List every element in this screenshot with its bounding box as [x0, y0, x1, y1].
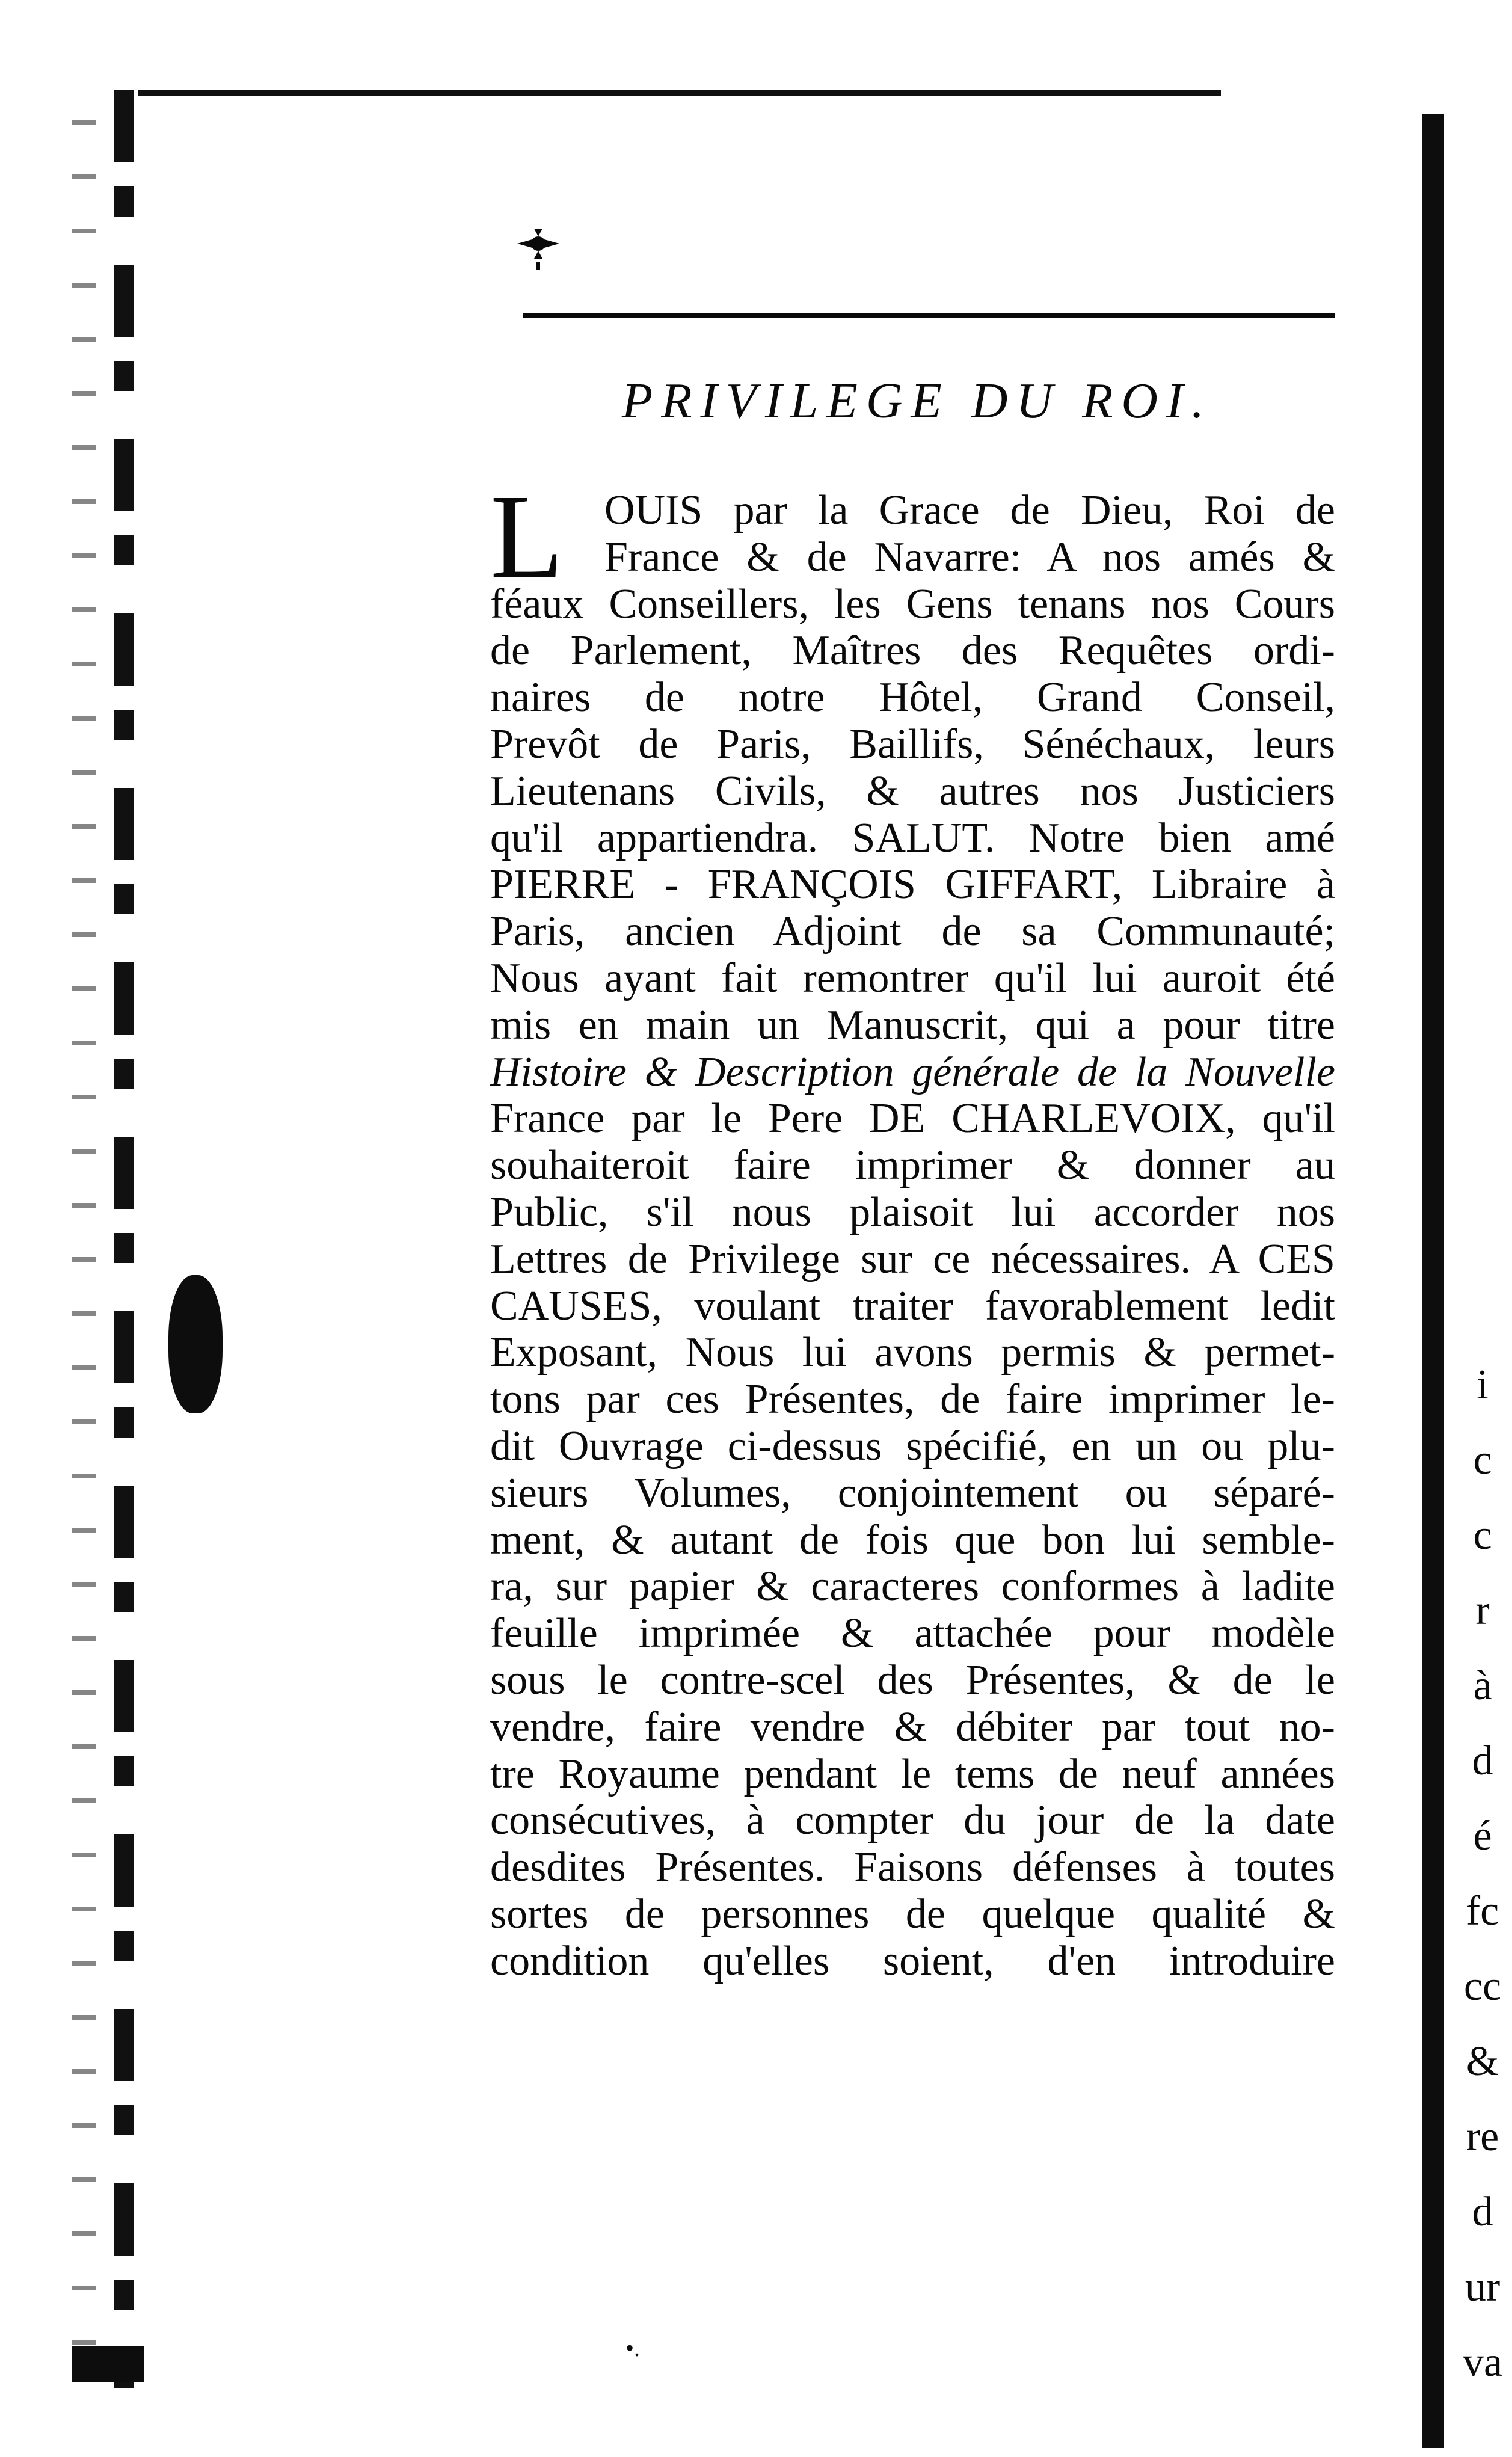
- text-line: tre Royaume pendant le tems de neuf années: [490, 1750, 1335, 1797]
- next-page-fragment: cc: [1463, 1963, 1502, 2010]
- next-page-fragment: é: [1473, 1813, 1492, 1859]
- text-line: souhaiteroit faire imprimer & donner au: [490, 1142, 1335, 1189]
- next-page-fragment: à: [1473, 1662, 1492, 1709]
- text-line: tons par ces Présentes, de faire imprimer le-: [490, 1376, 1335, 1423]
- binding-ticks: [72, 120, 96, 2346]
- next-page-fragment: d: [1472, 1738, 1493, 1784]
- text-line: PIERRE - FRANÇOIS GIFFART, Libraire à: [490, 861, 1335, 908]
- text-line: Exposant, Nous lui avons permis & permet-: [490, 1329, 1335, 1376]
- text-line: Prevôt de Paris, Baillifs, Sénéchaux, leurs: [490, 721, 1335, 767]
- text-line: Lieutenans Civils, & autres nos Justiciers: [490, 767, 1335, 814]
- text-line: France & de Navarre: A nos amés &: [604, 534, 1335, 580]
- next-page-fragment: c: [1473, 1437, 1492, 1483]
- text-line: ra, sur papier & caracteres conformes à ladite: [490, 1563, 1335, 1610]
- text-line: Public, s'il nous plaisoit lui accorder nos: [490, 1189, 1335, 1235]
- privilege-body-text: [490, 470, 1335, 1985]
- text-line: Nous ayant fait remontrer qu'il lui auroit été: [490, 955, 1335, 1001]
- drop-cap: L: [490, 470, 564, 603]
- text-line: France par le Pere DE CHARLEVOIX, qu'il: [490, 1095, 1335, 1142]
- text-line: naires de notre Hôtel, Grand Conseil,: [490, 674, 1335, 721]
- page-title: PRIVILEGE DU ROI.: [621, 373, 1213, 429]
- next-page-fragment: ur: [1464, 2264, 1501, 2310]
- fleuron-ornament-icon: [499, 223, 577, 283]
- next-page-fragment: c: [1473, 1512, 1492, 1558]
- text-line: de Parlement, Maîtres des Requêtes ordi-: [490, 627, 1335, 674]
- text-line: Lettres de Privilege sur ce nécessaires. A CES: [490, 1235, 1335, 1282]
- head-rule: [523, 313, 1335, 318]
- text-line: sieurs Volumes, conjointement ou séparé-: [490, 1469, 1335, 1516]
- text-line: sortes de personnes de quelque qualité &: [490, 1890, 1335, 1937]
- text-line: Histoire & Description générale de la Nouvelle: [490, 1048, 1335, 1095]
- text-line: condition qu'elles soient, d'en introduire: [490, 1937, 1335, 1984]
- page-edge-bar: [1422, 114, 1444, 2448]
- text-line: OUIS par la Grace de Dieu, Roi de: [604, 487, 1335, 534]
- text-line: dit Ouvrage ci-dessus spécifié, en un ou plu-: [490, 1422, 1335, 1469]
- text-line: mis en main un Manuscrit, qui a pour titre: [490, 1001, 1335, 1048]
- scan-top-rule: [138, 90, 1221, 96]
- scan-corner-mark: [72, 2346, 144, 2382]
- next-page-fragment: &: [1466, 2038, 1499, 2085]
- text-line: ment, & autant de fois que bon lui semble-: [490, 1516, 1335, 1563]
- text-line: sous le contre-scel des Présentes, & de le: [490, 1656, 1335, 1703]
- ink-blot: [168, 1275, 223, 1413]
- next-page-fragment: d: [1472, 2189, 1493, 2235]
- text-line: féaux Conseillers, les Gens tenans nos Cours: [490, 580, 1335, 627]
- text-line: qu'il appartiendra. SALUT. Notre bien amé: [490, 814, 1335, 861]
- printer-signature-mark: •.: [625, 2334, 641, 2361]
- next-page-fragment: re: [1466, 2114, 1499, 2160]
- next-page-fragment: i: [1477, 1362, 1489, 1408]
- text-line: desdites Présentes. Faisons défenses à toutes: [490, 1844, 1335, 1891]
- next-page-fragments: [1458, 1347, 1507, 2400]
- text-line: Paris, ancien Adjoint de sa Communauté;: [490, 908, 1335, 955]
- text-line: CAUSES, voulant traiter favorablement ledit: [490, 1282, 1335, 1329]
- text-line: consécutives, à compter du jour de la date: [490, 1797, 1335, 1844]
- text-line: vendre, faire vendre & débiter par tout no-: [490, 1703, 1335, 1750]
- next-page-fragment: fc: [1466, 1888, 1499, 1934]
- next-page-fragment: va: [1462, 2339, 1503, 2385]
- text-line: feuille imprimée & attachée pour modèle: [490, 1610, 1335, 1657]
- binding-edge: [114, 90, 134, 2388]
- next-page-fragment: r: [1475, 1587, 1490, 1634]
